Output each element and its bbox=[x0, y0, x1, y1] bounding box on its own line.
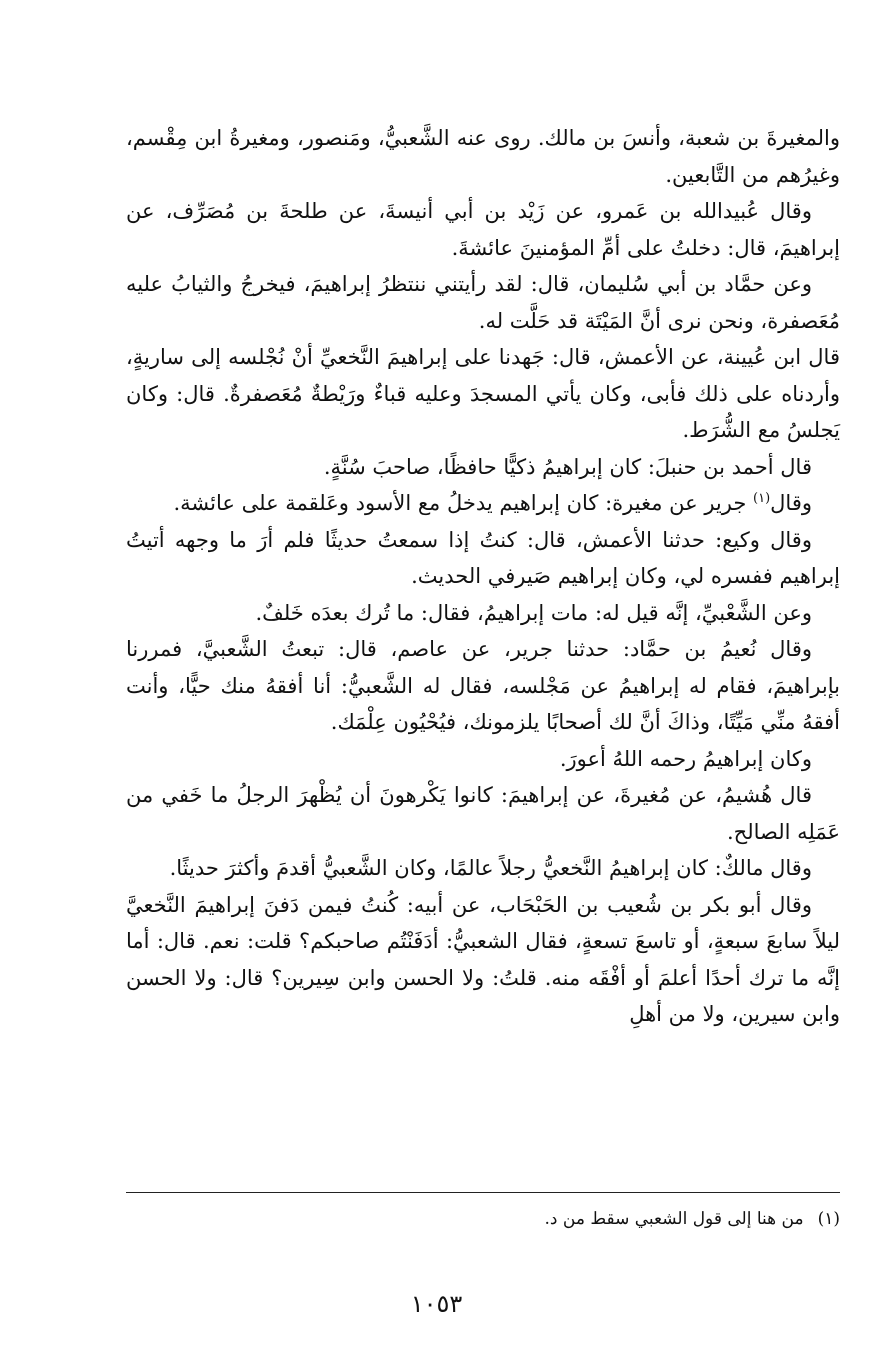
paragraph-1: والمغيرةَ بن شعبة، وأنسَ بن مالك. روى عنه الشَّعبيُّ، ومَنصور، ومغيرةُ ابن مِقْسم، وغيرُهم من التَّابعين. bbox=[126, 126, 840, 187]
footnote-text: من هنا إلى قول الشعبي سقط من د. bbox=[544, 1209, 804, 1229]
paragraph-6-text: جرير عن مغيرة: كان إبراهيم يدخلُ مع الأسود وعَلقمة على عائشة. bbox=[173, 491, 747, 515]
paragraph-8: وعن الشَّعْبيِّ، إنَّه قيل له: مات إبراهيمُ، فقال: ما تُرك بعدَه خَلفٌ. bbox=[255, 600, 812, 625]
paragraph-13: وقال أبو بكر بن شُعيب بن الحَبْحَاب، عن أبيه: كُنتُ فيمن دَفنَ إبراهيمَ النَّخعيَّ ليلاً سابعَ سبعةٍ، أو تاسعَ تسعةٍ، فقال الشعبيُّ: أدَفَنْتُم صاحبكم؟ قلت: نعم. قال: أما إنَّه ما ترك أحدًا أعلمَ أو أفْقَه منه. قلتُ: ولا الحسن وابن سِيرين؟ قال: ولا الحسن وابن سيرين، ولا من أهلِ bbox=[126, 892, 840, 1026]
main-text bbox=[126, 120, 840, 1033]
paragraph-7: وقال وكيع: حدثنا الأعمش، قال: كنتُ إذا سمعتُ حديثًا فلم أرَ ما وجهه أتيتُ إبراهيم ففسره لي، وكان إبراهيم صَيرفي الحديث. bbox=[126, 527, 840, 588]
paragraph-3: وعن حمَّاد بن أبي سُليمان، قال: لقد رأيتني ننتظرُ إبراهيمَ، فيخرجُ والثيابُ عليه مُعَصفرة، ونحن نرى أنَّ المَيْتَة قد حَلَّت له. bbox=[126, 272, 840, 333]
paragraph-11: قال هُشيمُ، عن مُغيرةَ، عن إبراهيمَ: كانوا يَكْرهونَ أن يُظْهرَ الرجلُ ما خَفي من عَمَلِه الصالح. bbox=[126, 783, 840, 844]
footnote bbox=[126, 1206, 840, 1232]
paragraph-2: وقال عُبيدالله بن عَمرو، عن زَيْد بن أبي أنيسةَ، عن طلحةَ بن مُصَرِّف، عن إبراهيمَ، قال: دخلتُ على أمِّ المؤمنينَ عائشةَ. bbox=[126, 199, 840, 260]
paragraph-9: وقال نُعيمُ بن حمَّاد: حدثنا جرير، عن عاصم، قال: تبعتُ الشَّعبيَّ، فمررنا بإبراهيمَ، فقام له إبراهيمُ عن مَجْلسه، فقال له الشَّعبيُّ: أنا أفقهُ منك حيًّا، وأنت أفقهُ منِّي مَيِّتًا، وذاكَ أنَّ لك أصحابًا يلزمونك، فيُحْيُون عِلْمَك. bbox=[126, 637, 840, 734]
paragraph-6-prefix: وقال bbox=[770, 491, 812, 515]
paragraph-4: قال ابن عُيينة، عن الأعمش، قال: جَهدنا على إبراهيمَ النَّخعيِّ أنْ نُجْلسه إلى ساريةٍ، وأردناه على ذلك فأبى، وكان يأتي المسجدَ وعليه قباءٌ ورَيْطةٌ مُعَصفرةٌ. قال: وكان يَجلسُ مع الشُّرَط. bbox=[126, 345, 840, 442]
paragraph-10: وكان إبراهيمُ رحمه اللهُ أعورَ. bbox=[559, 746, 812, 771]
paragraph-6 bbox=[126, 485, 840, 522]
paragraph-5: قال أحمد بن حنبلَ: كان إبراهيمُ ذكيًّا حافظًا، صاحبَ سُنَّةٍ. bbox=[323, 454, 812, 479]
footnote-number: (١) bbox=[817, 1209, 840, 1229]
footnote-reference: (١) bbox=[753, 491, 771, 506]
footnote-divider bbox=[126, 1192, 840, 1193]
paragraph-12: وقال مالكٌ: كان إبراهيمُ النَّخعيُّ رجلاً عالمًا، وكان الشَّعبيُّ أقدمَ وأكثرَ حديثًا. bbox=[169, 856, 812, 880]
page-number: ١٠٥٣ bbox=[410, 1290, 463, 1318]
